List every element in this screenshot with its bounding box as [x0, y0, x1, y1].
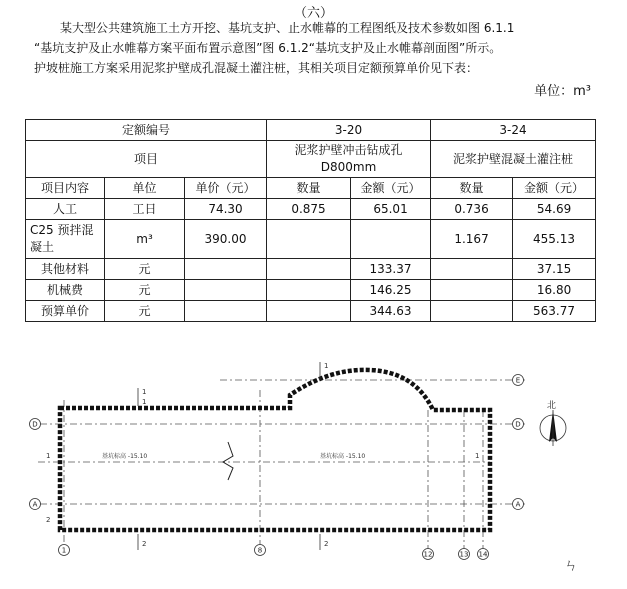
col-header: 金额（元）	[351, 178, 431, 199]
col-header: 数量	[431, 178, 513, 199]
table-row	[26, 280, 596, 301]
axis-label: E	[515, 376, 521, 385]
section-arrows	[138, 362, 320, 550]
table-row	[26, 259, 596, 280]
cell	[267, 259, 351, 280]
elevation-note: 基坑标高 -15.10	[102, 453, 148, 460]
col-header: 数量	[267, 178, 351, 199]
cell: 0.736	[431, 199, 513, 220]
section-mark: 1	[142, 398, 147, 406]
item-label: 项目	[26, 141, 267, 178]
table-row	[26, 301, 596, 322]
axis-label: 14	[478, 550, 488, 559]
cell	[351, 220, 431, 259]
quota-number-3-24: 3-24	[431, 120, 596, 141]
cell: 工日	[105, 199, 185, 220]
axis-label: A	[515, 500, 521, 509]
cell: 455.13	[513, 220, 596, 259]
cell: 元	[105, 259, 185, 280]
grid-lines	[38, 380, 525, 550]
table-row	[26, 220, 596, 259]
item-row	[26, 141, 596, 178]
item-drilling: 泥浆护壁冲击钻成孔 D800mm	[267, 141, 431, 178]
cell	[185, 280, 267, 301]
section-mark: 1	[475, 452, 480, 460]
col-header: 单价（元）	[185, 178, 267, 199]
axis-label: A	[32, 500, 38, 509]
table-row	[26, 199, 596, 220]
cell: 人工	[26, 199, 105, 220]
col-header: 单位	[105, 178, 185, 199]
cell: 0.875	[267, 199, 351, 220]
quota-number-label: 定额编号	[26, 120, 267, 141]
cell	[185, 259, 267, 280]
section-mark: 1	[46, 452, 51, 460]
section-heading: （六）	[293, 6, 333, 21]
quota-price-table	[25, 119, 596, 322]
cell	[267, 220, 351, 259]
item-pile-pouring: 泥浆护壁混凝土灌注桩	[431, 141, 596, 178]
column-header-row	[26, 178, 596, 199]
site-plan-drawing	[20, 350, 620, 582]
paragraph-line-1: 某大型公共建筑施工土方开挖、基坑支护、止水帷幕的工程图纸及技术参数如图 6.1.1	[60, 21, 515, 35]
axis-label: D	[32, 420, 38, 429]
section-mark: 2	[46, 516, 51, 524]
cell: 37.15	[513, 259, 596, 280]
cell: 133.37	[351, 259, 431, 280]
axis-label: 1	[61, 546, 67, 555]
cell: 元	[105, 280, 185, 301]
cell: 机械费	[26, 280, 105, 301]
break-line-mark	[223, 442, 233, 480]
north-label: 北	[547, 401, 557, 411]
north-arrow-icon	[540, 410, 566, 446]
paragraph-line-2: “基坑支护及止水帷幕方案平面布置示意图”图 6.1.2“基坑支护及止水帷幕剖面图”所示。	[34, 41, 502, 55]
cell	[185, 301, 267, 322]
quota-number-3-20: 3-20	[267, 120, 431, 141]
cell	[267, 280, 351, 301]
cell: 74.30	[185, 199, 267, 220]
cell: 390.00	[185, 220, 267, 259]
cell: 1.167	[431, 220, 513, 259]
col-header: 金额（元）	[513, 178, 596, 199]
cell	[431, 259, 513, 280]
axis-label: 8	[257, 546, 263, 555]
section-mark: 1	[324, 362, 329, 370]
section-mark: 2	[142, 540, 147, 548]
stamp-mark: ㄣ	[564, 558, 578, 574]
cell	[267, 301, 351, 322]
elevation-note: 基坑标高 -15.10	[320, 453, 366, 460]
cell: 65.01	[351, 199, 431, 220]
cell: 563.77	[513, 301, 596, 322]
unit-label: 单位：m³	[534, 84, 591, 99]
pit-boundary	[60, 370, 490, 530]
cell: 146.25	[351, 280, 431, 301]
paragraph-line-3: 护坡桩施工方案采用泥浆护壁成孔混凝土灌注桩，其相关项目定额预算单价见下表：	[34, 61, 479, 75]
cell: 344.63	[351, 301, 431, 322]
col-header: 项目内容	[26, 178, 105, 199]
cell: m³	[105, 220, 185, 259]
axis-label: 12	[423, 550, 433, 559]
quota-number-row	[26, 120, 596, 141]
section-mark: 1	[142, 388, 147, 396]
axis-label: D	[515, 420, 521, 429]
cell: 其他材料	[26, 259, 105, 280]
cell	[431, 301, 513, 322]
cell: 元	[105, 301, 185, 322]
cell: 预算单价	[26, 301, 105, 322]
cell	[431, 280, 513, 301]
cell: 16.80	[513, 280, 596, 301]
cell: C25 预拌混凝土	[26, 220, 105, 259]
section-mark: 2	[324, 540, 329, 548]
axis-label: 13	[459, 550, 469, 559]
cell: 54.69	[513, 199, 596, 220]
